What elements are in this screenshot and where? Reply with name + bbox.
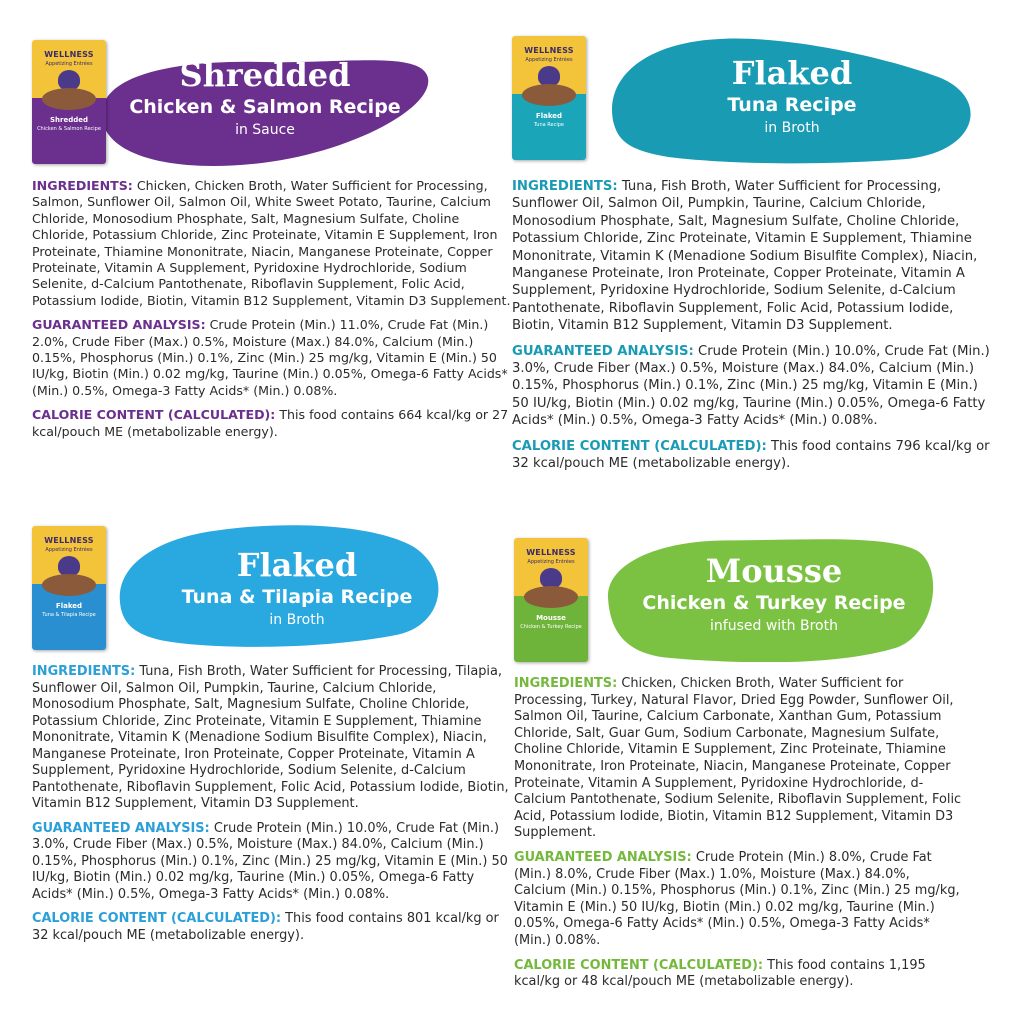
analysis-label: GUARANTEED ANALYSIS: [32, 820, 210, 836]
calorie-label: CALORIE CONTENT (CALCULATED): [32, 407, 276, 423]
analysis-label: GUARANTEED ANALYSIS: [512, 343, 694, 359]
calorie-label: CALORIE CONTENT (CALCULATED): [32, 911, 282, 926]
calorie-label: CALORIE CONTENT (CALCULATED): [514, 957, 764, 973]
product-details [514, 676, 962, 991]
analysis-paragraph [32, 317, 512, 399]
ingredients-paragraph [32, 664, 512, 813]
ingredients-text: Tuna, Fish Broth, Water Sufficient for Processing, Tilapia, Sunflower Oil, Salmon Oil, Pumpkin, Taurine, Calcium Chloride, Monosodium Phosphate, Salt, Magnesium Sulfate, Choline Chloride, Potassium Chloride, Zinc Proteinate, Vitamin E Supplement, Thiamine Mononitrate, Vitamin K (Menadione Sodium Bisulfite Complex), Niacin, Manganese Proteinate, Iron Proteinate, Copper Proteinate, Vitamin A Supplement, Pyridoxine Hydrochloride, Sodium Selenite, d-Calcium Pantothenate, Riboflavin Supplement, Folic Acid, Potassium Iodide, Biotin, Vitamin B12 Supplement, Vitamin D3 Supplement. [32, 664, 509, 811]
analysis-text: Crude Protein (Min.) 10.0%, Crude Fat (Min.) 3.0%, Crude Fiber (Max.) 0.5%, Moisture (Max.) 84.0%, Calcium (Min.) 0.15%, Phosphorus (Min.) 0.1%, Zinc (Min.) 25 mg/kg, Vitamin E (Min.) 50 IU/kg, Biotin (Min.) 0.02 mg/kg, Taurine (Min.) 0.05%, Omega-6 Fatty Acids* (Min.) 0.5%, Omega-3 Fatty Acids* (Min.) 0.08%. [32, 820, 508, 902]
calorie-text: This food contains 796 kcal/kg or 32 kcal/pouch ME (metabolizable energy). [512, 438, 990, 472]
food-bowl-icon [524, 586, 578, 608]
ingredients-paragraph [512, 178, 992, 335]
product-pouch-image [32, 40, 106, 164]
calorie-text: This food contains 801 kcal/kg or 32 kcal/pouch ME (metabolizable energy). [32, 911, 499, 943]
pouch-product-desc: Chicken & Salmon Recipe [37, 126, 101, 132]
ingredients-text: Chicken, Chicken Broth, Water Sufficient for Processing, Salmon, Sunflower Oil, Salmon Oil, White Sweet Potato, Taurine, Calcium Chloride, Monosodium Phosphate, Salt, Magnesium Sulfate, Choline Chloride, Potassium Chloride, Zinc Proteinate, Vitamin E Supplement, Iron Proteinate, Thiamine Mononitrate, Niacin, Manganese Proteinate, Copper Proteinate, Vitamin A Supplement, Pyridoxine Hydrochloride, Sodium Selenite, d-Calcium Pantothenate, Riboflavin Supplement, Folic Acid, Potassium Iodide, Biotin, Vitamin B12 Supplement, Vitamin D3 Supplement. [32, 178, 511, 308]
pouch-product-name: Flaked [55, 602, 83, 610]
product-title-texture: Shredded [179, 56, 351, 94]
ingredients-label: INGREDIENTS: [514, 676, 618, 691]
product-flaked-tuna [512, 36, 992, 481]
pouch-brand: WELLNESS [524, 46, 574, 55]
ingredients-text: Chicken, Chicken Broth, Water Sufficient for Processing, Turkey, Natural Flavor, Dried Egg Powder, Sunflower Oil, Salmon Oil, Taurine, Calcium Carbonate, Xanthan Gum, Potassium Chloride, Salt, Guar Gum, Sodium Carbonate, Magnesium Sulfate, Choline Chloride, Vitamin E Supplement, Zinc Proteinate, Thiamine Mononitrate, Iron Proteinate, Niacin, Manganese Proteinate, Copper Proteinate, Vitamin A Supplement, Pyridoxine Hydrochloride, d-Calcium Pantothenate, Sodium Selenite, Riboflavin Supplement, Folic Acid, Potassium Iodide, Biotin, Vitamin B12 Supplement, Vitamin D3 Supplement. [514, 676, 962, 841]
ingredients-paragraph [514, 676, 962, 842]
product-details [32, 664, 512, 944]
ingredients-label: INGREDIENTS: [32, 664, 136, 679]
product-pouch-image [514, 538, 588, 662]
product-title-note: infused with Broth [710, 618, 838, 634]
product-header [514, 538, 962, 666]
calorie-paragraph [514, 958, 962, 991]
ingredients-label: INGREDIENTS: [512, 179, 618, 194]
product-details [32, 178, 512, 440]
product-title-group [110, 56, 420, 140]
food-bowl-icon [42, 574, 96, 596]
ingredients-text: Tuna, Fish Broth, Water Sufficient for Processing, Sunflower Oil, Salmon Oil, Pumpkin, Taurine, Calcium Chloride, Monosodium Phosphate, Salt, Magnesium Sulfate, Choline Chloride, Potassium Chloride, Zinc Proteinate, Vitamin E Supplement, Thiamine Mononitrate, Vitamin K (Menadione Sodium Bisulfite Complex), Niacin, Manganese Proteinate, Iron Proteinate, Copper Proteinate, Vitamin A Supplement, Pyridoxine Hydrochloride, Sodium Selenite, d-Calcium Pantothenate, Riboflavin Supplement, Folic Acid, Potassium Iodide, Biotin, Vitamin B12 Supplement, Vitamin D3 Supplement. [512, 179, 978, 334]
calorie-text: This food contains 664 kcal/kg or 27 kcal/pouch ME (metabolizable energy). [32, 407, 509, 439]
product-shredded-chicken-salmon [32, 40, 512, 448]
product-flaked-tuna-tilapia [32, 526, 512, 952]
calorie-paragraph [32, 407, 512, 440]
product-header [512, 36, 992, 164]
product-title-recipe: Tuna Recipe [727, 94, 857, 116]
product-header [32, 40, 512, 168]
analysis-label: GUARANTEED ANALYSIS: [32, 317, 206, 333]
product-title-recipe: Tuna & Tilapia Recipe [181, 586, 413, 608]
analysis-paragraph [32, 821, 512, 904]
pouch-brand: WELLNESS [526, 548, 576, 557]
calorie-text: This food contains 1,195 kcal/kg or 48 kcal/pouch ME (metabolizable energy). [514, 957, 926, 990]
calorie-paragraph [512, 438, 992, 473]
product-title-recipe: Chicken & Turkey Recipe [642, 592, 906, 614]
pouch-brand-sub: Appetizing Entrées [525, 57, 573, 63]
product-title-note: in Broth [764, 120, 820, 136]
ingredients-label: INGREDIENTS: [32, 178, 133, 193]
product-title-note: in Broth [269, 612, 325, 628]
pouch-product-desc: Tuna Recipe [534, 122, 564, 128]
cat-icon [58, 556, 80, 576]
product-details [512, 178, 992, 473]
analysis-paragraph [512, 343, 992, 430]
calorie-paragraph [32, 911, 512, 944]
product-header [32, 526, 512, 654]
pouch-product-name: Flaked [535, 112, 563, 120]
product-title-group [624, 552, 924, 636]
pouch-brand-sub: Appetizing Entrées [45, 547, 93, 553]
product-title-group [662, 54, 922, 138]
pouch-product-name: Shredded [49, 116, 88, 124]
pouch-brand: WELLNESS [44, 50, 94, 59]
product-title-recipe: Chicken & Salmon Recipe [129, 96, 401, 118]
product-title-group [132, 546, 462, 630]
pouch-product-name: Mousse [536, 614, 566, 622]
product-title-texture: Flaked [731, 54, 853, 92]
calorie-label: CALORIE CONTENT (CALCULATED): [512, 438, 767, 454]
pouch-product-desc: Tuna & Tilapia Recipe [42, 612, 96, 618]
product-title-texture: Mousse [705, 552, 843, 590]
cat-icon [58, 70, 80, 90]
product-mousse-chicken-turkey [514, 538, 962, 999]
pouch-brand-sub: Appetizing Entrées [45, 61, 93, 67]
pouch-brand: WELLNESS [44, 536, 94, 545]
analysis-paragraph [514, 850, 962, 950]
analysis-text: Crude Protein (Min.) 8.0%, Crude Fat (Min.) 8.0%, Crude Fiber (Max.) 1.0%, Moisture (Max.) 84.0%, Calcium (Min.) 0.15%, Phosphorus (Min.) 0.1%, Zinc (Min.) 25 mg/kg, Vitamin E (Min.) 50 IU/kg, Biotin (Min.) 0.02 mg/kg, Taurine (Min.) 0.05%, Omega-6 Fatty Acids* (Min.) 0.5%, Omega-3 Fatty Acids* (Min.) 0.08%. [514, 849, 960, 948]
analysis-label: GUARANTEED ANALYSIS: [514, 849, 692, 865]
product-title-note: in Sauce [235, 122, 295, 138]
pouch-brand-sub: Appetizing Entrées [527, 559, 575, 565]
product-title-texture: Flaked [236, 546, 358, 584]
product-pouch-image [512, 36, 586, 160]
pouch-product-desc: Chicken & Turkey Recipe [520, 624, 582, 630]
cat-icon [540, 568, 562, 588]
analysis-text: Crude Protein (Min.) 11.0%, Crude Fat (Min.) 2.0%, Crude Fiber (Max.) 0.5%, Moisture (Max.) 84.0%, Calcium (Min.) 0.15%, Phosphorus (Min.) 0.1%, Zinc (Min.) 25 mg/kg, Vitamin E (Min.) 50 IU/kg, Biotin (Min.) 0.02 mg/kg, Taurine (Min.) 0.05%, Omega-6 Fatty Acids* (Min.) 0.5%, Omega-3 Fatty Acids* (Min.) 0.08%. [32, 317, 508, 398]
ingredients-paragraph [32, 178, 512, 309]
cat-icon [538, 66, 560, 86]
food-bowl-icon [522, 84, 576, 106]
analysis-text: Crude Protein (Min.) 10.0%, Crude Fat (Min.) 3.0%, Crude Fiber (Max.) 0.5%, Moisture (Max.) 84.0%, Calcium (Min.) 0.15%, Phosphorus (Min.) 0.1%, Zinc (Min.) 25 mg/kg, Vitamin E (Min.) 50 IU/kg, Biotin (Min.) 0.02 mg/kg, Taurine (Min.) 0.05%, Omega-6 Fatty Acids* (Min.) 0.5%, Omega-3 Fatty Acids* (Min.) 0.08%. [512, 343, 990, 429]
food-bowl-icon [42, 88, 96, 110]
product-pouch-image [32, 526, 106, 650]
